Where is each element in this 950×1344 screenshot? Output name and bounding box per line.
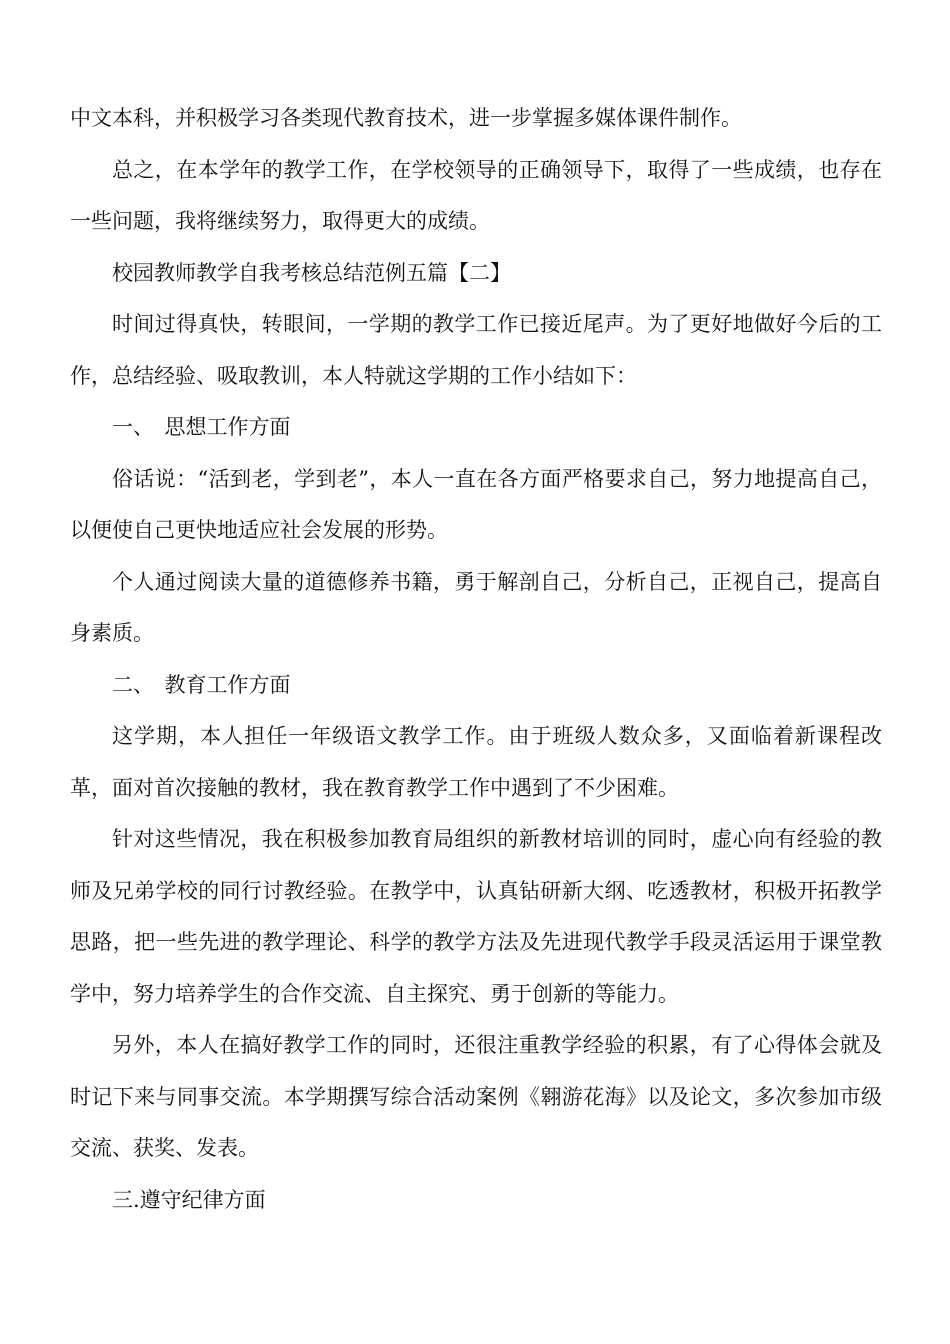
paragraph-training: 针对这些情况，我在积极参加教育局组织的新教材培训的同时，虚心向有经验的教师及兄弟学校的同行讨教经验。在教学中，认真钻研新大纲、吃透教材，积极开拓教学思路，把一些先进的教学理论、科学的教学方法及先进现代教学手段灵活运用于课堂教学中，努力培养学生的合作交流、自主探究、勇于创新的等能力。 — [70, 827, 882, 1006]
heading-education: 二、 教育工作方面 — [112, 672, 291, 697]
paragraph-intro: 时间过得真快，转眼间，一学期的教学工作已接近尾声。为了更好地做好今后的工作，总结经验、吸取教训，本人特就这学期的工作小结如下： — [70, 312, 882, 388]
section-title: 校园教师教学自我考核总结范例五篇【二】 — [112, 260, 511, 285]
document-body — [70, 93, 882, 1226]
paragraph-reading: 个人通过阅读大量的道德修养书籍，勇于解剖自己，分析自己，正视自己，提高自身素质。 — [70, 569, 882, 645]
paragraph-proverb: 俗话说：“活到老，学到老”，本人一直在各方面严格要求自己，努力地提高自己，以便使自己更快地适应社会发展的形势。 — [70, 466, 882, 542]
paragraph-conclusion: 总之，在本学年的教学工作，在学校领导的正确领导下，取得了一些成绩，也存在一些问题，我将继续努力，取得更大的成绩。 — [70, 157, 882, 233]
paragraph-continuation: 中文本科，并积极学习各类现代教育技术，进一步掌握多媒体课件制作。 — [70, 106, 742, 130]
heading-discipline: 三.遵守纪律方面 — [112, 1187, 266, 1212]
paragraph-experience: 另外，本人在搞好教学工作的同时，还很注重教学经验的积累，有了心得体会就及时记下来与同事交流。本学期撰写综合活动案例《翱游花海》以及论文，多次参加市级交流、获奖、发表。 — [70, 1033, 882, 1160]
paragraph-teaching-role: 这学期，本人担任一年级语文教学工作。由于班级人数众多，又面临着新课程改革，面对首次接触的教材，我在教育教学工作中遇到了不少困难。 — [70, 724, 882, 800]
heading-ideology: 一、 思想工作方面 — [112, 415, 291, 439]
